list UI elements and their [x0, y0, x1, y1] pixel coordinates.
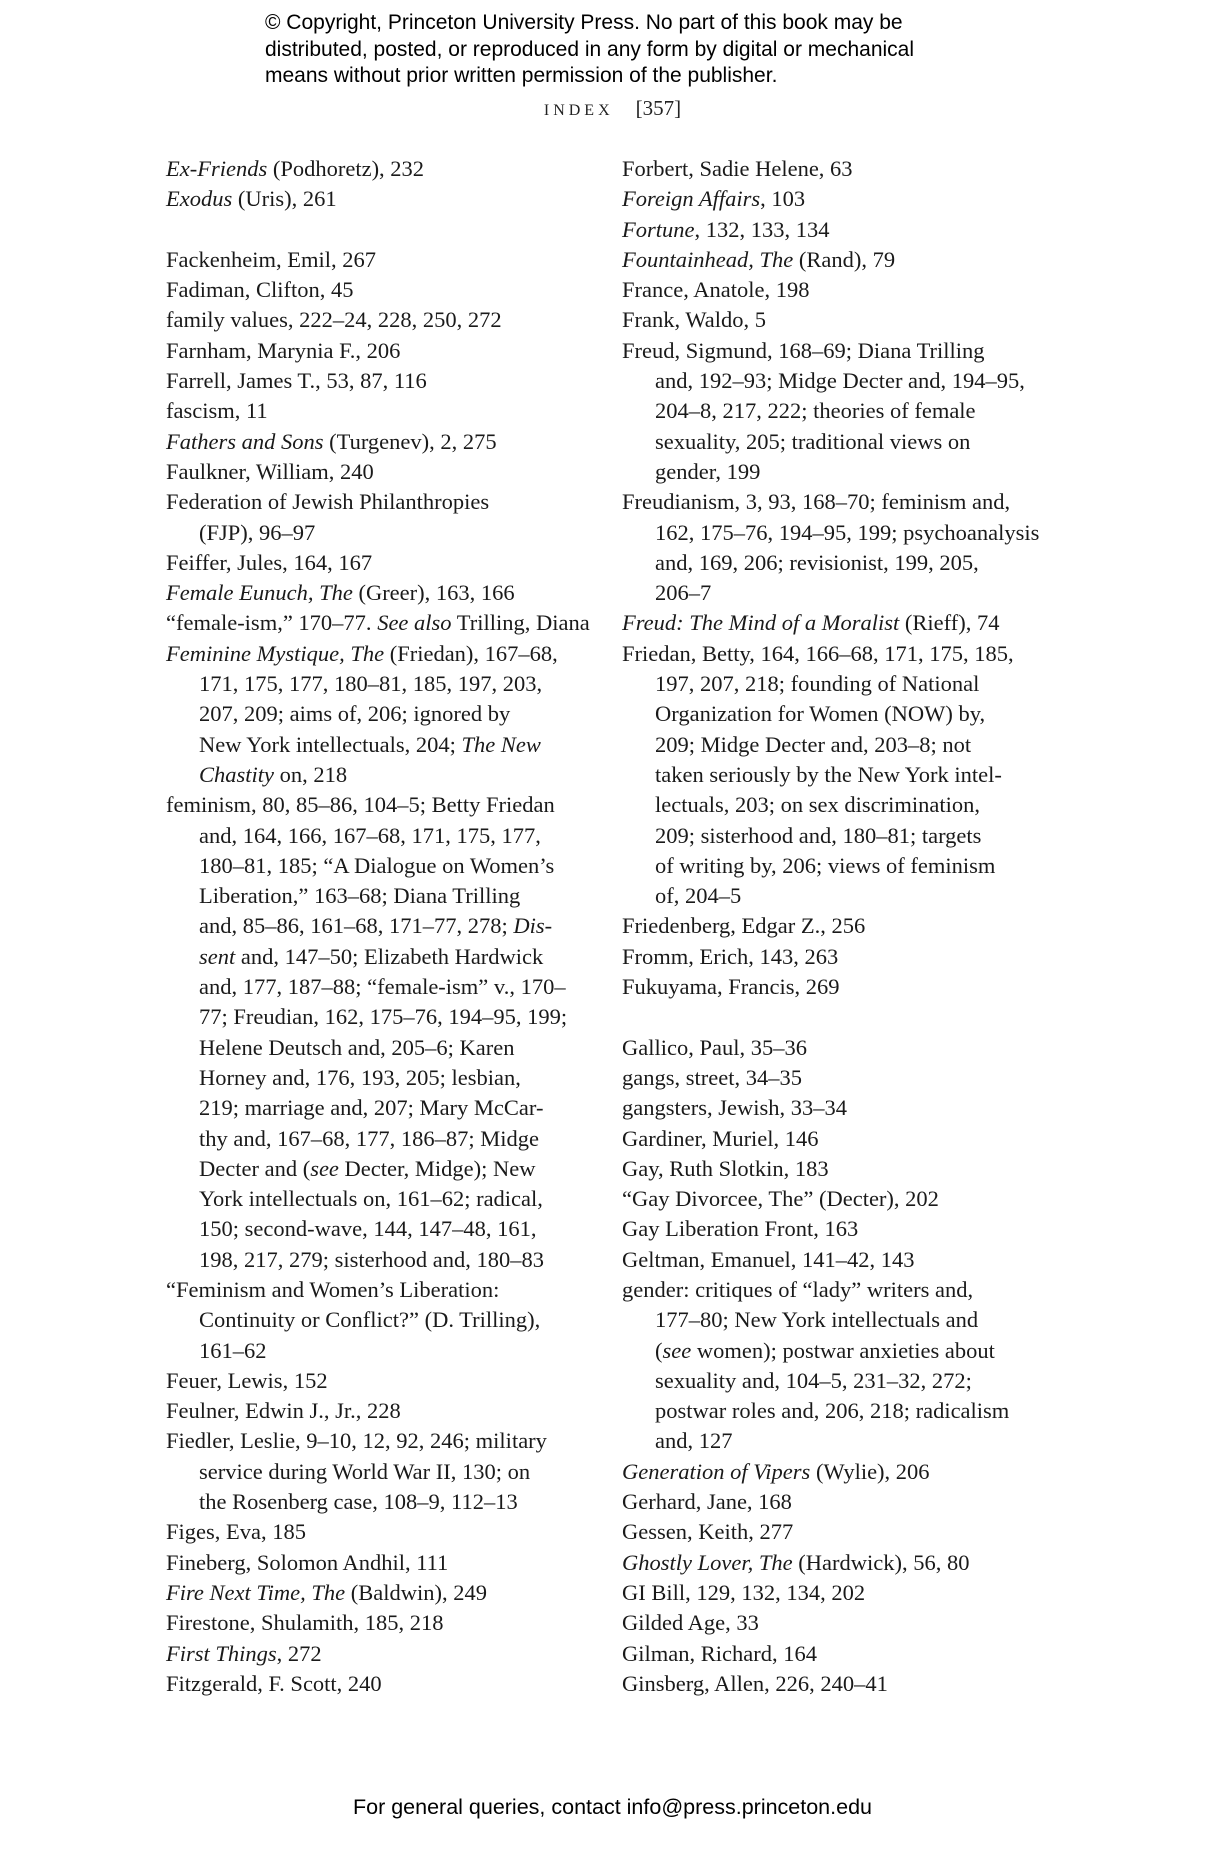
running-header — [0, 96, 1225, 121]
entry-text: Ginsberg, Allen, 226, 240–41 — [622, 1670, 888, 1696]
index-entry-continuation — [622, 518, 1052, 548]
entry-text: (Baldwin), 249 — [345, 1579, 488, 1605]
copyright-line: distributed, posted, or reproduced in any form by digital or mechanical — [265, 37, 915, 61]
entry-text: (Wylie), 206 — [810, 1458, 930, 1484]
italic-title: Fathers and Sons — [166, 428, 324, 454]
italic-title: Fountainhead, The — [622, 246, 794, 272]
entry-text: (FJP), 96–97 — [199, 519, 316, 545]
entry-text: Gilman, Richard, 164 — [622, 1640, 817, 1666]
index-entry-continuation — [622, 1396, 1052, 1426]
entry-text: Frank, Waldo, 5 — [622, 307, 767, 333]
index-entry — [166, 1366, 596, 1396]
index-entry-continuation — [166, 1245, 596, 1275]
index-entry — [622, 942, 1052, 972]
index-entry — [166, 1517, 596, 1547]
index-entry — [166, 1275, 596, 1305]
entry-text: 161–62 — [199, 1337, 267, 1363]
index-entry — [622, 305, 1052, 335]
entry-text: lectuals, 203; on sex discrimination, — [655, 792, 980, 818]
index-entry — [166, 184, 596, 214]
entry-text: sexuality and, 104–5, 231–32, 272; — [655, 1367, 972, 1393]
italic-title: see — [662, 1337, 692, 1363]
index-entry — [622, 1124, 1052, 1154]
entry-text: Gallico, Paul, 35–36 — [622, 1034, 807, 1060]
italic-title: Freud: The Mind of a Moralist — [622, 610, 900, 636]
entry-text: of, 204–5 — [655, 883, 742, 909]
entry-text: Gerhard, Jane, 168 — [622, 1489, 792, 1515]
index-entry — [166, 245, 596, 275]
entry-text: GI Bill, 129, 132, 134, 202 — [622, 1579, 866, 1605]
index-entry — [622, 1154, 1052, 1184]
entry-text: , 272 — [276, 1640, 322, 1666]
index-entry — [622, 1033, 1052, 1063]
entry-text: Gessen, Keith, 277 — [622, 1519, 794, 1545]
index-entry — [622, 1063, 1052, 1093]
index-entry — [166, 336, 596, 366]
index-entry-continuation — [166, 518, 596, 548]
index-entry — [166, 1548, 596, 1578]
index-entry — [166, 1396, 596, 1426]
entry-text: York intellectuals on, 161–62; radical, — [199, 1186, 543, 1212]
index-entry — [166, 790, 596, 820]
index-entry — [166, 154, 596, 184]
entry-text: Friedan, Betty, 164, 166–68, 171, 175, 185, — [622, 640, 1014, 666]
entry-text: “Feminism and Women’s Liberation: — [166, 1276, 500, 1302]
italic-title: Dis- — [513, 913, 553, 939]
italic-title: Fire Next Time, The — [166, 1579, 346, 1605]
index-entry-continuation — [622, 699, 1052, 729]
entry-text: (Rand), 79 — [793, 246, 896, 272]
index-entry — [166, 578, 596, 608]
entry-text: Freudianism, 3, 93, 168–70; feminism and, — [622, 489, 1011, 515]
index-entry-continuation — [166, 1457, 596, 1487]
entry-text: Fitzgerald, F. Scott, 240 — [166, 1670, 382, 1696]
index-entry — [622, 1214, 1052, 1244]
index-spacer — [166, 215, 596, 245]
index-entry — [622, 487, 1052, 517]
index-entry-continuation — [622, 457, 1052, 487]
entry-text: service during World War II, 130; on — [199, 1458, 531, 1484]
entry-text: on, 218 — [274, 761, 348, 787]
entry-text: Friedenberg, Edgar Z., 256 — [622, 913, 866, 939]
entry-text: Decter, Midge); New — [338, 1155, 536, 1181]
index-entry-continuation — [166, 1033, 596, 1063]
italic-title: Generation of Vipers — [622, 1458, 811, 1484]
italic-title: Feminine Mystique, The — [166, 640, 385, 666]
entry-text: Forbert, Sadie Helene, 63 — [622, 156, 853, 181]
index-entry-continuation — [622, 730, 1052, 760]
italic-title: The New — [461, 731, 541, 757]
index-entry — [622, 1548, 1052, 1578]
entry-text: feminism, 80, 85–86, 104–5; Betty Friedan — [166, 792, 555, 818]
entry-text: , 132, 133, 134 — [694, 216, 830, 242]
index-entry-continuation — [622, 760, 1052, 790]
index-entry-continuation — [166, 669, 596, 699]
index-entry — [622, 972, 1052, 1002]
entry-text: and, 169, 206; revisionist, 199, 205, — [655, 549, 979, 575]
index-entry — [622, 1245, 1052, 1275]
index-entry — [166, 548, 596, 578]
entry-text: of writing by, 206; views of feminism — [655, 852, 996, 878]
italic-title: see — [310, 1155, 339, 1181]
index-entry — [166, 396, 596, 426]
entry-text: ( — [655, 1337, 663, 1363]
index-entry — [166, 1639, 596, 1669]
entry-text: Organization for Women (NOW) by, — [655, 701, 986, 727]
entry-text: and, 192–93; Midge Decter and, 194–95, — [655, 368, 1025, 394]
index-entry-continuation — [622, 790, 1052, 820]
index-entry — [166, 1578, 596, 1608]
index-entry — [166, 608, 596, 638]
entry-text: 177–80; New York intellectuals and — [655, 1307, 979, 1333]
entry-text: and, 127 — [655, 1428, 733, 1454]
index-entry-continuation — [166, 1305, 596, 1335]
entry-text: gender, 199 — [655, 458, 761, 484]
index-entry-continuation — [166, 881, 596, 911]
entry-text: Geltman, Emanuel, 141–42, 143 — [622, 1246, 915, 1272]
copyright-line: © Copyright, Princeton University Press. No part of this book may be — [265, 11, 903, 34]
entry-text: Helene Deutsch and, 205–6; Karen — [199, 1034, 515, 1060]
entry-text: 198, 217, 279; sisterhood and, 180–83 — [199, 1246, 544, 1272]
entry-text: Fiedler, Leslie, 9–10, 12, 92, 246; military — [166, 1428, 547, 1454]
entry-text: gangs, street, 34–35 — [622, 1064, 802, 1090]
entry-text: (Uris), 261 — [232, 186, 337, 212]
italic-title: Female Eunuch, The — [166, 580, 353, 606]
italic-title: Chastity — [199, 761, 275, 787]
index-column-right — [622, 154, 1052, 1699]
entry-text: 209; Midge Decter and, 203–8; not — [655, 731, 972, 757]
index-entry-continuation — [166, 1336, 596, 1366]
index-entry-continuation — [166, 1093, 596, 1123]
entry-text: family values, 222–24, 228, 250, 272 — [166, 307, 502, 333]
entry-text: (Friedan), 167–68, — [384, 640, 558, 666]
entry-text: “female-ism,” 170–77. — [166, 610, 378, 636]
copyright-notice — [265, 10, 1025, 90]
entry-text: Fineberg, Solomon Andhil, 111 — [166, 1549, 449, 1575]
index-entry-continuation — [622, 366, 1052, 396]
entry-text: Federation of Jewish Philanthropies — [166, 489, 490, 515]
index-entry-continuation — [166, 911, 596, 941]
entry-text: 77; Freudian, 162, 175–76, 194–95, 199; — [199, 1004, 568, 1030]
index-entry-continuation — [622, 1426, 1052, 1456]
index-entry — [166, 1669, 596, 1699]
index-entry — [622, 1608, 1052, 1638]
index-entry-continuation — [166, 1063, 596, 1093]
index-entry-continuation — [166, 851, 596, 881]
entry-text: Decter and ( — [199, 1155, 311, 1181]
index-entry — [622, 336, 1052, 366]
index-entry-continuation — [622, 881, 1052, 911]
index-entry — [622, 1578, 1052, 1608]
index-entry — [622, 1093, 1052, 1123]
index-entry-continuation — [166, 730, 596, 760]
entry-text: , 103 — [760, 186, 806, 212]
italic-title: Ghostly Lover, The — [622, 1549, 793, 1575]
italic-title: Foreign Affairs — [622, 186, 761, 212]
entry-text: France, Anatole, 198 — [622, 277, 810, 303]
index-entry-continuation — [622, 396, 1052, 426]
index-entry — [622, 911, 1052, 941]
entry-text: Trilling, Diana — [451, 610, 590, 636]
index-entry-continuation — [166, 1124, 596, 1154]
index-entry — [622, 215, 1052, 245]
entry-text: Feuer, Lewis, 152 — [166, 1367, 328, 1393]
italic-title: See also — [377, 610, 452, 636]
index-entry — [622, 275, 1052, 305]
entry-text: Gay, Ruth Slotkin, 183 — [622, 1155, 829, 1181]
index-entry — [622, 608, 1052, 638]
index-entry — [622, 245, 1052, 275]
italic-title: Ex-Friends — [166, 156, 268, 181]
entry-text: Farnham, Marynia F., 206 — [166, 337, 401, 363]
entry-text: Faulkner, William, 240 — [166, 458, 374, 484]
index-entry-continuation — [622, 1336, 1052, 1366]
index-entry — [166, 275, 596, 305]
entry-text: taken seriously by the New York intel- — [655, 761, 1002, 787]
index-entry — [166, 305, 596, 335]
entry-text: Gay Liberation Front, 163 — [622, 1216, 859, 1242]
entry-text: Feiffer, Jules, 164, 167 — [166, 549, 373, 575]
index-entry-continuation — [166, 1154, 596, 1184]
index-entry — [622, 184, 1052, 214]
entry-text: 207, 209; aims of, 206; ignored by — [199, 701, 511, 727]
entry-text: 150; second-wave, 144, 147–48, 161, — [199, 1216, 537, 1242]
entry-text: and, 164, 166, 167–68, 171, 175, 177, — [199, 822, 541, 848]
entry-text: (Greer), 163, 166 — [352, 580, 515, 606]
entry-text: gender: critiques of “lady” writers and, — [622, 1276, 974, 1302]
index-entry-continuation — [622, 851, 1052, 881]
index-entry-continuation — [622, 821, 1052, 851]
entry-text: Firestone, Shulamith, 185, 218 — [166, 1610, 444, 1636]
entry-text: 180–81, 185; “A Dialogue on Women’s — [199, 852, 555, 878]
index-entry-continuation — [166, 1487, 596, 1517]
entry-text: women); postwar anxieties about — [691, 1337, 995, 1363]
index-entry-continuation — [622, 1366, 1052, 1396]
entry-text: postwar roles and, 206, 218; radicalism — [655, 1398, 1010, 1424]
index-spacer — [622, 1002, 1052, 1032]
italic-title: First Things — [166, 1640, 277, 1666]
index-entry-continuation — [622, 427, 1052, 457]
entry-text: sexuality, 205; traditional views on — [655, 428, 971, 454]
index-entry-continuation — [622, 578, 1052, 608]
entry-text: 206–7 — [655, 580, 712, 606]
entry-text: Fromm, Erich, 143, 263 — [622, 943, 839, 969]
header-label: INDEX — [543, 102, 614, 119]
entry-text: New York intellectuals, 204; — [199, 731, 462, 757]
italic-title: Exodus — [166, 186, 233, 212]
entry-text: 219; marriage and, 207; Mary McCar- — [199, 1095, 544, 1121]
index-entry — [622, 154, 1052, 184]
index-entry — [166, 1426, 596, 1456]
index-entry — [622, 1517, 1052, 1547]
entry-text: (Turgenev), 2, 275 — [323, 428, 497, 454]
index-entry-continuation — [166, 1214, 596, 1244]
entry-text: and, 85–86, 161–68, 171–77, 278; — [199, 913, 514, 939]
entry-text: Feulner, Edwin J., Jr., 228 — [166, 1398, 401, 1424]
entry-text: Gilded Age, 33 — [622, 1610, 759, 1636]
footer-contact: For general queries, contact info@press.princeton.edu — [352, 1795, 872, 1819]
index-entry — [622, 1457, 1052, 1487]
index-entry — [166, 457, 596, 487]
index-entry-continuation — [166, 942, 596, 972]
entry-text: Horney and, 176, 193, 205; lesbian, — [199, 1064, 521, 1090]
entry-text: 162, 175–76, 194–95, 199; psychoanalysis — [655, 519, 1040, 545]
entry-text: thy and, 167–68, 177, 186–87; Midge — [199, 1125, 539, 1151]
entry-text: Fadiman, Clifton, 45 — [166, 277, 354, 303]
index-entry — [166, 427, 596, 457]
entry-text: gangsters, Jewish, 33–34 — [622, 1095, 847, 1121]
index-entry-continuation — [166, 760, 596, 790]
entry-text: Fackenheim, Emil, 267 — [166, 246, 376, 272]
index-entry-continuation — [166, 699, 596, 729]
index-entry-continuation — [622, 1305, 1052, 1335]
index-entry — [622, 1669, 1052, 1699]
entry-text: 171, 175, 177, 180–81, 185, 197, 203, — [199, 671, 543, 697]
italic-title: sent — [199, 943, 236, 969]
italic-title: Fortune — [622, 216, 695, 242]
entry-text: Gardiner, Muriel, 146 — [622, 1125, 819, 1151]
entry-text: “Gay Divorcee, The” (Decter), 202 — [622, 1186, 939, 1212]
index-entry — [622, 639, 1052, 669]
index-entry — [166, 366, 596, 396]
index-column-left — [166, 154, 596, 1699]
index-entry-continuation — [622, 548, 1052, 578]
entry-text: Figes, Eva, 185 — [166, 1519, 306, 1545]
entry-text: Continuity or Conflict?” (D. Trilling), — [199, 1307, 541, 1333]
entry-text: and, 147–50; Elizabeth Hardwick — [235, 943, 544, 969]
entry-text: the Rosenberg case, 108–9, 112–13 — [199, 1489, 518, 1515]
entry-text: Fukuyama, Francis, 269 — [622, 974, 840, 1000]
index-entry — [166, 639, 596, 669]
entry-text: (Rieff), 74 — [899, 610, 1000, 636]
index-entry — [622, 1184, 1052, 1214]
index-entry — [166, 1608, 596, 1638]
index-entry — [622, 1275, 1052, 1305]
page-number: [357] — [635, 96, 682, 120]
entry-text: (Podhoretz), 232 — [267, 156, 425, 181]
index-entry — [622, 1639, 1052, 1669]
index-entry-continuation — [166, 1184, 596, 1214]
entry-text: 209; sisterhood and, 180–81; targets — [655, 822, 982, 848]
entry-text: Liberation,” 163–68; Diana Trilling — [199, 883, 521, 909]
entry-text: fascism, 11 — [166, 398, 268, 424]
entry-text: 197, 207, 218; founding of National — [655, 671, 980, 697]
index-entry — [622, 1487, 1052, 1517]
entry-text: and, 177, 187–88; “female-ism” v., 170– — [199, 974, 566, 1000]
entry-text: (Hardwick), 56, 80 — [792, 1549, 970, 1575]
index-entry-continuation — [166, 972, 596, 1002]
copyright-line: means without prior written permission of the publisher. — [265, 64, 778, 87]
entry-text: 204–8, 217, 222; theories of female — [655, 398, 976, 424]
index-entry-continuation — [166, 821, 596, 851]
index-entry — [166, 487, 596, 517]
entry-text: Farrell, James T., 53, 87, 116 — [166, 368, 427, 394]
entry-text: Freud, Sigmund, 168–69; Diana Trilling — [622, 337, 985, 363]
index-entry-continuation — [622, 669, 1052, 699]
index-entry-continuation — [166, 1002, 596, 1032]
